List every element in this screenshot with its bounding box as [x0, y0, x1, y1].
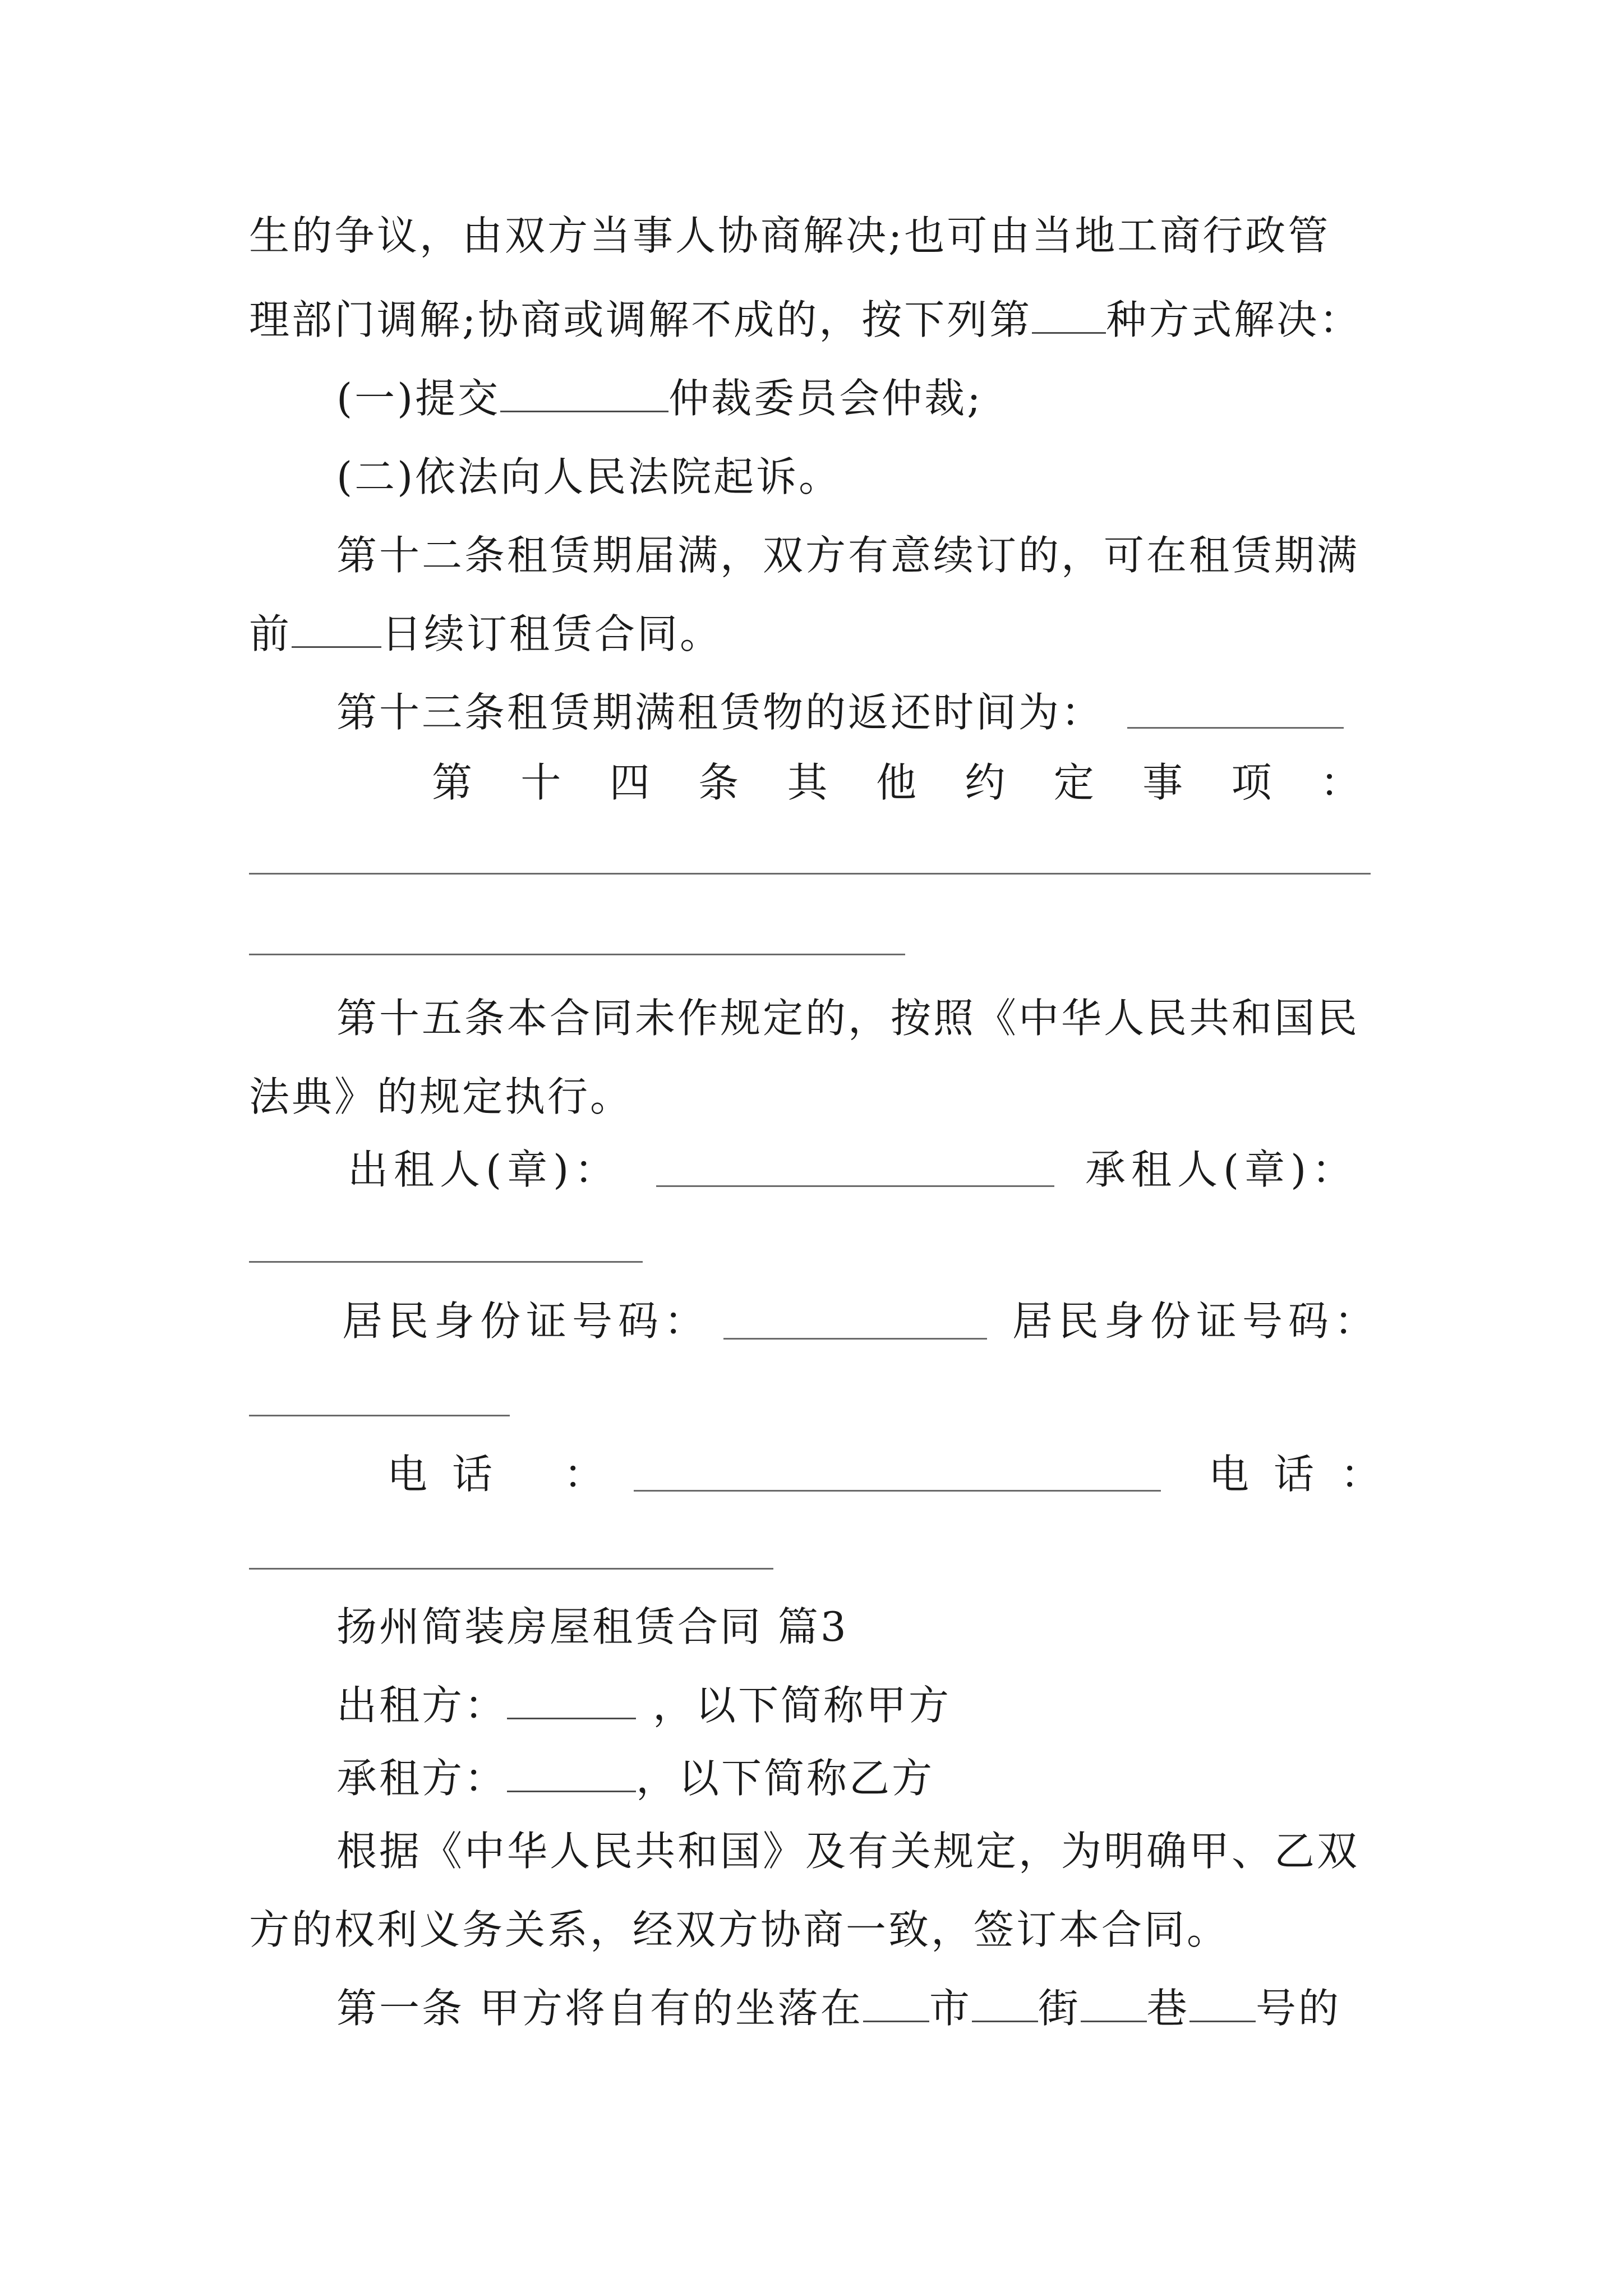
text: ，以下简称甲方 [653, 1682, 952, 1729]
lessee-phone-colon [1340, 1446, 1383, 1502]
text: 第一条 甲方将自有的坐落在 [336, 1985, 863, 2032]
text: 方的权利义务关系，经双方协商一致，签订本合同。 [249, 1906, 1230, 1953]
text: 仲裁委员会仲裁; [668, 375, 983, 422]
intro-line-2 [249, 1902, 1229, 1958]
option-litigation [336, 449, 841, 505]
text: 理部门调解;协商或调解不成的，按下列第 [249, 296, 1032, 343]
lessee-id-label [1012, 1293, 1380, 1349]
lessor-id-label [342, 1293, 710, 1349]
lessor-phone-label [387, 1446, 517, 1502]
text: 法典》的规定执行。 [249, 1073, 633, 1120]
blank-other-matters-line-2 [249, 954, 905, 955]
text: 出租方： [336, 1682, 508, 1729]
blank-lessee-seal [249, 1261, 643, 1263]
text: 根据《中华人民共和国》及有关规定，为明确甲、乙双 [336, 1828, 1360, 1875]
text: 巷 [1146, 1985, 1189, 2032]
party-a-line [336, 1677, 951, 1733]
article-1-line-1 [336, 1980, 1341, 2036]
text: 第十二条租赁期届满，双方有意续订的，可在租赁期满 [336, 532, 1360, 579]
text: 电话 [1209, 1451, 1339, 1498]
blank-lane [1081, 1986, 1147, 2022]
text: 第十五条本合同未作规定的，按照《中华人民共和国民 [336, 995, 1360, 1042]
article-12-line-2 [249, 606, 722, 662]
char: 第 [432, 759, 475, 806]
blank-other-matters-line-1 [249, 873, 1371, 875]
article-12-line-1 [336, 527, 1359, 583]
lessor-seal-label [348, 1142, 620, 1198]
blank-number [1189, 1986, 1256, 2022]
blank-lessee-id [249, 1415, 510, 1416]
blank-lessor-seal [656, 1185, 1054, 1187]
article-15-line-2 [249, 1069, 633, 1125]
char: 条 [698, 759, 741, 806]
text: 前 [249, 610, 292, 657]
text: 生的争议，由双方当事人协商解决;也可由当地工商行政管 [249, 212, 1331, 259]
blank-renewal-days [292, 611, 381, 648]
blank-lessee-phone [249, 1568, 773, 1570]
text: 出租人(章)： [348, 1146, 621, 1193]
text: 承租方： [336, 1755, 508, 1802]
text: 居民身份证号码： [1012, 1297, 1381, 1345]
char: 十 [520, 759, 564, 806]
blank-arbitration-commission [500, 376, 668, 412]
blank-party-b-name [507, 1756, 636, 1792]
paragraph-dispute-line-2 [249, 292, 1362, 348]
char: 其 [787, 759, 830, 806]
text: 日续订租赁合同。 [381, 610, 723, 657]
section-title [336, 1599, 849, 1655]
text: (一)提交 [336, 375, 501, 422]
intro-line-1 [336, 1823, 1359, 1879]
blank-street [972, 1986, 1038, 2022]
text: ，以下简称乙方 [636, 1755, 935, 1802]
text: 种方式解决： [1106, 296, 1362, 343]
lessee-phone-label [1209, 1446, 1339, 1502]
blank-lessor-id [723, 1338, 987, 1340]
text: 居民身份证号码： [342, 1297, 711, 1345]
option-arbitration [336, 370, 983, 426]
char: 四 [609, 759, 652, 806]
char: 事 [1142, 759, 1186, 806]
text: 第十三条租赁期满租赁物的返还时间为： [336, 689, 1104, 736]
article-13 [336, 684, 1104, 740]
text: 街 [1038, 1985, 1081, 2032]
text: 电话 [387, 1451, 518, 1498]
text: 市 [929, 1985, 972, 2032]
char: 定 [1053, 759, 1096, 806]
char: 项 [1231, 759, 1274, 806]
article-14-heading [432, 754, 1363, 811]
text: 号的 [1255, 1985, 1341, 2032]
blank-method-number [1032, 297, 1106, 334]
blank-lessor-phone [634, 1490, 1161, 1492]
text: 承租人(章)： [1085, 1146, 1358, 1193]
party-b-line [336, 1750, 934, 1806]
lessee-seal-label [1085, 1142, 1358, 1198]
text: (二)依法向人民法院起诉。 [336, 453, 842, 500]
paragraph-dispute-line-1 [249, 208, 1330, 264]
char: 他 [875, 759, 919, 806]
char: 约 [965, 759, 1008, 806]
blank-return-time [1127, 727, 1344, 729]
text: ： [564, 1451, 607, 1498]
text: 扬州简装房屋租赁合同 篇3 [336, 1603, 849, 1650]
blank-city [863, 1986, 929, 2022]
lessor-phone-colon [564, 1446, 606, 1502]
text: ： [1340, 1451, 1384, 1498]
blank-party-a-name [507, 1683, 636, 1719]
char: ： [1320, 759, 1363, 806]
article-15-line-1 [336, 990, 1359, 1046]
